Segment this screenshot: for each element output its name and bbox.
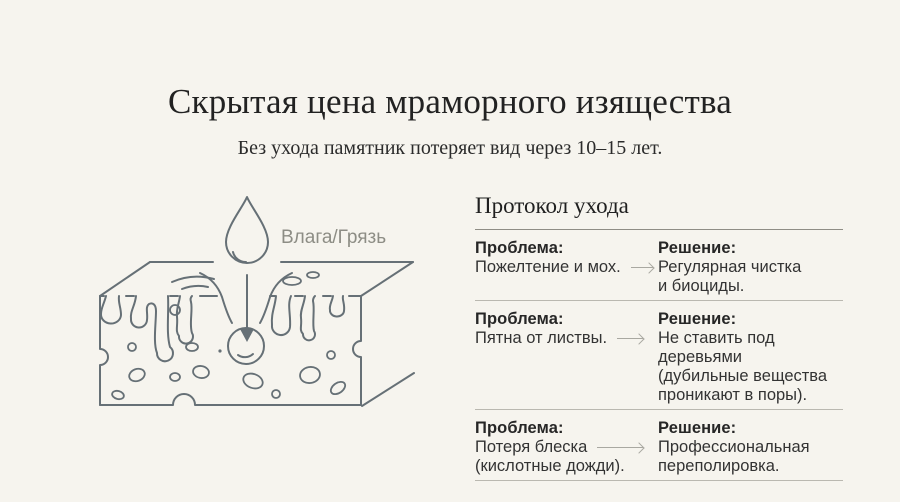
solution-label: Решение: bbox=[658, 310, 737, 328]
problem-cell bbox=[475, 419, 658, 476]
marble-diagram bbox=[60, 185, 450, 430]
marble-block-illustration bbox=[60, 185, 450, 430]
pore bbox=[192, 365, 210, 380]
top-right-edge bbox=[361, 262, 413, 296]
funnel-curve-left bbox=[200, 273, 232, 323]
header bbox=[0, 82, 900, 160]
protocol-heading: Протокол ухода bbox=[475, 193, 629, 218]
stain-drip bbox=[272, 296, 291, 335]
pore bbox=[111, 390, 125, 401]
flow-arrow-icon bbox=[597, 447, 643, 448]
problem-label: Проблема: bbox=[475, 239, 564, 257]
stain-drip bbox=[301, 296, 315, 340]
solution-text: проникают в поры). bbox=[658, 386, 808, 404]
moisture-label: Влага/Грязь bbox=[281, 227, 387, 248]
page-subtitle: Без ухода памятник потеряет вид через 10–15 лет. bbox=[237, 137, 663, 159]
protocol-row bbox=[475, 410, 843, 480]
problem-label: Проблема: bbox=[475, 419, 564, 437]
solution-text: Не ставить под деревьями bbox=[658, 329, 775, 366]
problem-text: (кислотные дожди). bbox=[475, 457, 625, 475]
pore bbox=[241, 371, 265, 391]
pore bbox=[128, 343, 136, 351]
solution-cell bbox=[658, 310, 843, 405]
stain-drip bbox=[177, 296, 193, 344]
pore bbox=[327, 351, 335, 359]
pore bbox=[170, 373, 180, 381]
protocol-row bbox=[475, 230, 843, 300]
solution-text: Регулярная чистка bbox=[658, 258, 802, 276]
pore bbox=[127, 367, 146, 384]
solution-cell bbox=[658, 419, 843, 476]
front-right-edge bbox=[353, 296, 361, 405]
stain-drip bbox=[101, 296, 121, 324]
top-face-pore bbox=[307, 272, 319, 278]
bottom-right-edge bbox=[362, 373, 414, 406]
solution-text: и биоциды. bbox=[658, 277, 745, 295]
stain-drip bbox=[131, 296, 173, 361]
pore-dot bbox=[218, 349, 221, 352]
pore bbox=[186, 343, 198, 351]
solution-label: Решение: bbox=[658, 419, 737, 437]
care-protocol-panel bbox=[475, 192, 843, 481]
top-left-edge bbox=[100, 262, 150, 296]
problem-cell bbox=[475, 239, 658, 296]
solution-cell bbox=[658, 239, 843, 296]
problem-label: Проблема: bbox=[475, 310, 564, 328]
pore bbox=[329, 379, 348, 396]
flow-arrow-icon bbox=[617, 338, 643, 339]
pore bbox=[272, 390, 280, 398]
top-face-pore bbox=[283, 277, 301, 285]
solution-text: (дубильные вещества bbox=[658, 367, 828, 385]
problem-text: Пятна от листвы. bbox=[475, 329, 608, 347]
stain-drip bbox=[330, 296, 344, 317]
page-title: Скрытая цена мраморного изящества bbox=[167, 82, 733, 121]
solution-text: переполировка. bbox=[658, 457, 780, 475]
pore bbox=[299, 365, 321, 384]
problem-cell bbox=[475, 310, 658, 405]
front-bottom-edge bbox=[100, 394, 361, 405]
protocol-row bbox=[475, 301, 843, 409]
solution-text: Профессиональная bbox=[658, 438, 810, 456]
problem-text: Потеря блеска bbox=[475, 438, 588, 456]
solution-label: Решение: bbox=[658, 239, 737, 257]
bottom-rule bbox=[475, 480, 843, 481]
problem-text: Пожелтение и мох. bbox=[475, 258, 621, 276]
flow-arrow-icon bbox=[631, 267, 653, 268]
